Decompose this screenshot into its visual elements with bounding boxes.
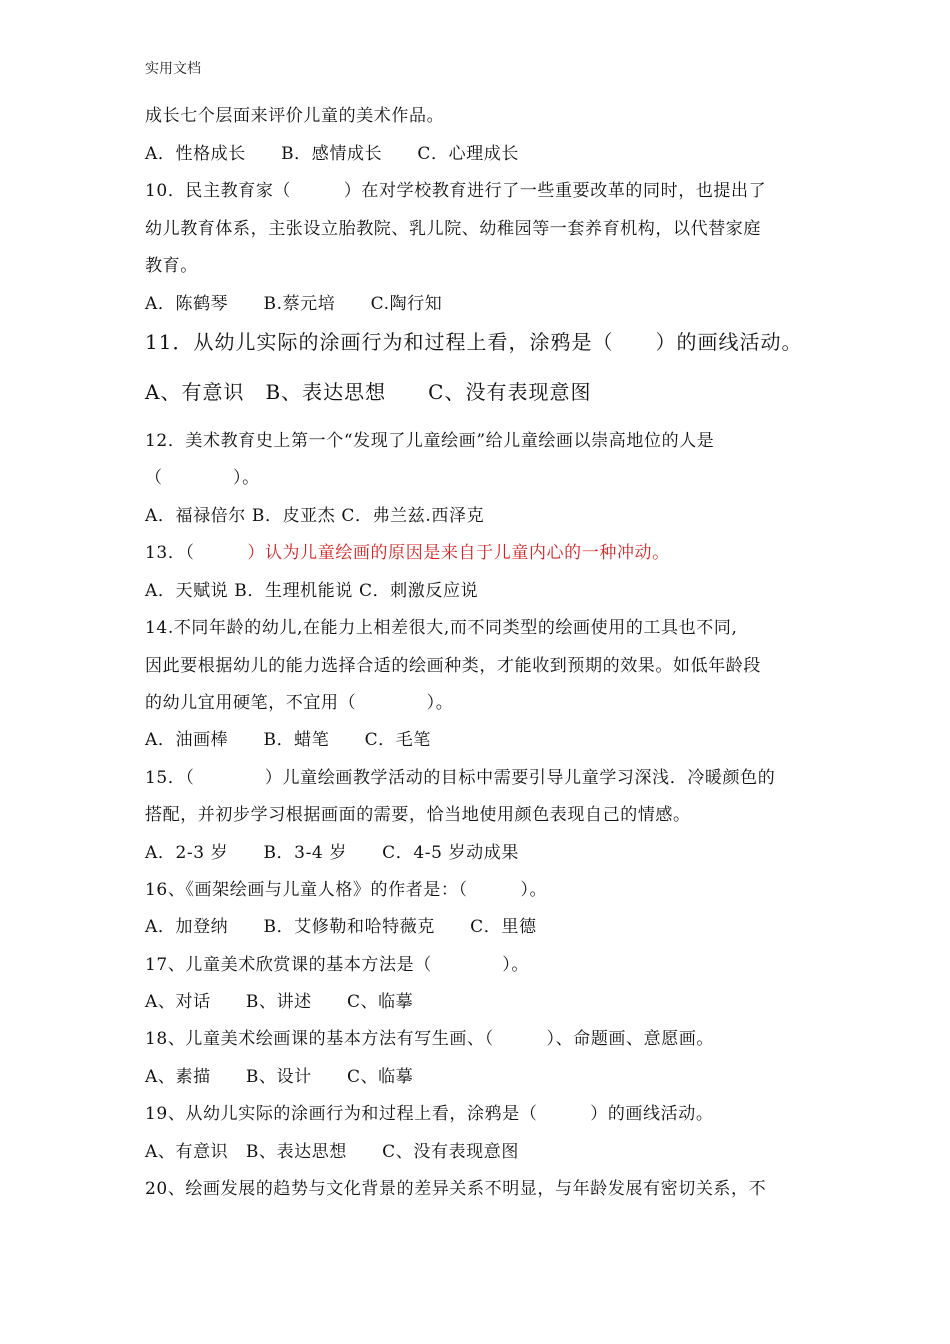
text-line: 因此要根据幼儿的能力选择合适的绘画种类，才能收到预期的效果。如低年龄段	[145, 656, 761, 676]
answer-options: A、有意识 B、表达思想 C、没有表现意图	[145, 380, 592, 404]
question-11: 11．从幼儿实际的涂画行为和过程上看，涂鸦是（ ）的画线活动。	[145, 330, 803, 354]
question-16: 16、《画架绘画与儿童人格》的作者是：（ ）。	[145, 880, 548, 900]
text-line: 教育。	[145, 256, 198, 276]
answer-options: A．2-3 岁 B．3-4 岁 C．4-5 岁动成果	[145, 843, 519, 863]
text-line: 搭配，并初步学习根据画面的需要，恰当地使用颜色表现自己的情感。	[145, 805, 691, 825]
answer-options: A．油画棒 B．蜡笔 C．毛笔	[145, 730, 431, 750]
answer-options: A．福禄倍尔 B．皮亚杰 C．弗兰兹.西泽克	[145, 506, 485, 526]
text-line: （ ）。	[145, 468, 260, 488]
question-15: 15．（ ）儿童绘画教学活动的目标中需要引导儿童学习深浅．冷暖颜色的	[145, 768, 776, 788]
answer-options: A、对话 B、讲述 C、临摹	[145, 992, 414, 1012]
answer-options: A、素描 B、设计 C、临摹	[145, 1067, 414, 1087]
text-line: 的幼儿宜用硬笔，不宜用（ ）。	[145, 693, 454, 713]
question-13-text: ）认为儿童绘画的原因是来自于儿童内心的一种冲动。	[247, 543, 670, 563]
question-19: 19、从幼儿实际的涂画行为和过程上看，涂鸦是（ ）的画线活动。	[145, 1104, 714, 1124]
text-line: 幼儿教育体系，主张设立胎教院、乳儿院、幼稚园等一套养育机构，以代替家庭	[145, 219, 761, 239]
question-18: 18、儿童美术绘画课的基本方法有写生画、（ ）、命题画、意愿画。	[145, 1029, 715, 1049]
text-line: 成长七个层面来评价儿童的美术作品。	[145, 106, 445, 126]
question-12: 12．美术教育史上第一个“发现了儿童绘画”给儿童绘画以崇高地位的人是	[145, 431, 715, 451]
question-20: 20、绘画发展的趋势与文化背景的差异关系不明显，与年龄发展有密切关系，不	[145, 1179, 767, 1199]
answer-options: A．性格成长 B．感情成长 C．心理成长	[145, 144, 519, 164]
answer-options: A．陈鹤琴 B.蔡元培 C.陶行知	[145, 294, 443, 314]
question-17: 17、儿童美术欣赏课的基本方法是（ ）。	[145, 955, 529, 975]
question-13	[145, 542, 670, 564]
question-14: 14.不同年龄的幼儿,在能力上相差很大,而不同类型的绘画使用的工具也不同,	[145, 618, 738, 638]
answer-options: A．加登纳 B．艾修勒和哈特薇克 C．里德	[145, 917, 537, 937]
answer-options: A．天赋说 B．生理机能说 C．刺激反应说	[145, 581, 479, 601]
page-header: 实用文档	[145, 61, 201, 77]
question-13-number: 13．（	[145, 543, 248, 563]
answer-options: A、有意识 B、表达思想 C、没有表现意图	[145, 1142, 519, 1162]
question-10: 10．民主教育家（ ）在对学校教育进行了一些重要改革的同时，也提出了	[145, 181, 767, 201]
